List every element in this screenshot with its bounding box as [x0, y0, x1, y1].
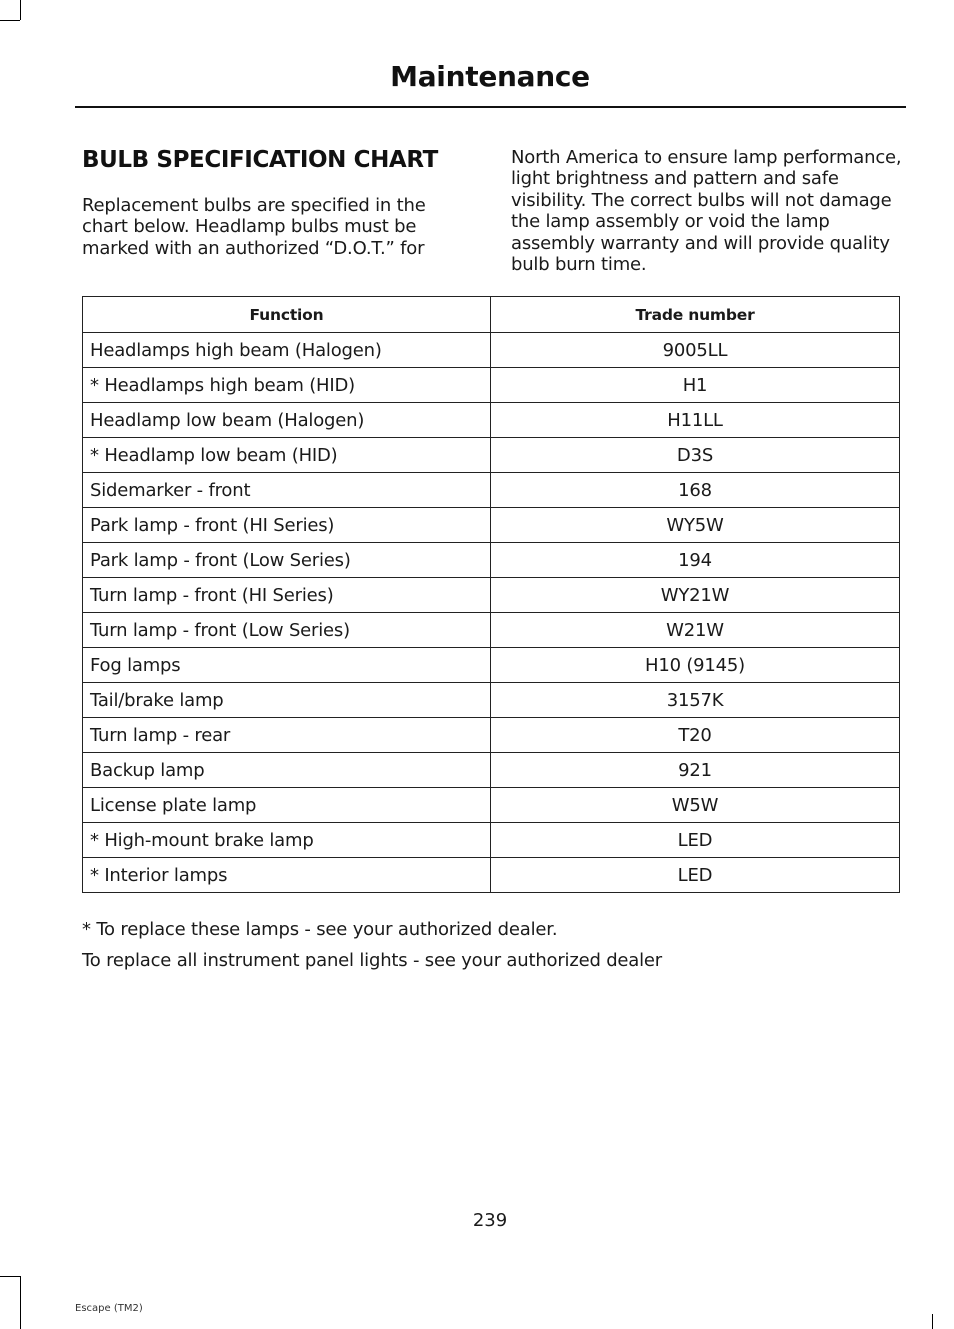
instrument-panel-note: To replace all instrument panel lights - see your authorized dealer	[82, 950, 663, 971]
trade-number-cell: W5W	[491, 788, 900, 823]
table-header-row	[83, 297, 900, 333]
function-cell: Sidemarker - front	[83, 473, 491, 508]
intro-paragraph-left: Replacement bulbs are specified in the chart below. Headlamp bulbs must be marked with an authorized “D.O.T.” for	[82, 195, 426, 259]
dealer-footnote: * To replace these lamps - see your authorized dealer.	[82, 919, 558, 940]
function-cell: * Interior lamps	[83, 858, 491, 893]
table-row	[83, 648, 900, 683]
column-header-trade-number: Trade number	[491, 297, 900, 333]
table-row	[83, 683, 900, 718]
function-cell: License plate lamp	[83, 788, 491, 823]
table-row	[83, 333, 900, 368]
vehicle-label: Escape (TM2)	[75, 1303, 143, 1314]
function-cell: * Headlamps high beam (HID)	[83, 368, 491, 403]
trade-number-cell: LED	[491, 823, 900, 858]
function-cell: Headlamp low beam (Halogen)	[83, 403, 491, 438]
table-row	[83, 578, 900, 613]
bulb-specification-table	[82, 296, 900, 893]
trade-number-cell: 9005LL	[491, 333, 900, 368]
function-cell: Turn lamp - front (Low Series)	[83, 613, 491, 648]
crop-mark-top-left-horizontal	[0, 20, 20, 21]
table-row	[83, 858, 900, 893]
function-cell: Park lamp - front (HI Series)	[83, 508, 491, 543]
trade-number-cell: T20	[491, 718, 900, 753]
crop-mark-top-left-vertical	[20, 0, 21, 20]
function-cell: Backup lamp	[83, 753, 491, 788]
function-cell: Turn lamp - rear	[83, 718, 491, 753]
intro-paragraph-right: North America to ensure lamp performance, light brightness and pattern and safe visibility. The correct bulbs will not damage the lamp assembly or void the lamp assembly warranty and will provide quality bulb burn time.	[511, 147, 902, 276]
trade-number-cell: LED	[491, 858, 900, 893]
trade-number-cell: 168	[491, 473, 900, 508]
trade-number-cell: H1	[491, 368, 900, 403]
table-row	[83, 788, 900, 823]
page-number: 239	[472, 1210, 508, 1231]
trade-number-cell: D3S	[491, 438, 900, 473]
page-header-title: Maintenance	[390, 60, 590, 93]
trade-number-cell: W21W	[491, 613, 900, 648]
function-cell: Tail/brake lamp	[83, 683, 491, 718]
crop-mark-bottom-left-horizontal	[0, 1276, 20, 1277]
table-row	[83, 438, 900, 473]
trade-number-cell: WY21W	[491, 578, 900, 613]
function-cell: Headlamps high beam (Halogen)	[83, 333, 491, 368]
crop-mark-bottom-right-vertical	[932, 1314, 933, 1329]
header-divider	[75, 106, 906, 108]
table-row	[83, 543, 900, 578]
column-header-function: Function	[83, 297, 491, 333]
trade-number-cell: H10 (9145)	[491, 648, 900, 683]
trade-number-cell: 194	[491, 543, 900, 578]
table-row	[83, 508, 900, 543]
section-title: BULB SPECIFICATION CHART	[82, 147, 438, 173]
function-cell: Park lamp - front (Low Series)	[83, 543, 491, 578]
table-row	[83, 473, 900, 508]
trade-number-cell: H11LL	[491, 403, 900, 438]
trade-number-cell: 3157K	[491, 683, 900, 718]
function-cell: Fog lamps	[83, 648, 491, 683]
table-row	[83, 823, 900, 858]
crop-mark-bottom-left-vertical	[20, 1276, 21, 1329]
table-row	[83, 368, 900, 403]
table-row	[83, 718, 900, 753]
table-row	[83, 403, 900, 438]
trade-number-cell: 921	[491, 753, 900, 788]
function-cell: * High-mount brake lamp	[83, 823, 491, 858]
table-row	[83, 753, 900, 788]
function-cell: * Headlamp low beam (HID)	[83, 438, 491, 473]
function-cell: Turn lamp - front (HI Series)	[83, 578, 491, 613]
table-row	[83, 613, 900, 648]
trade-number-cell: WY5W	[491, 508, 900, 543]
